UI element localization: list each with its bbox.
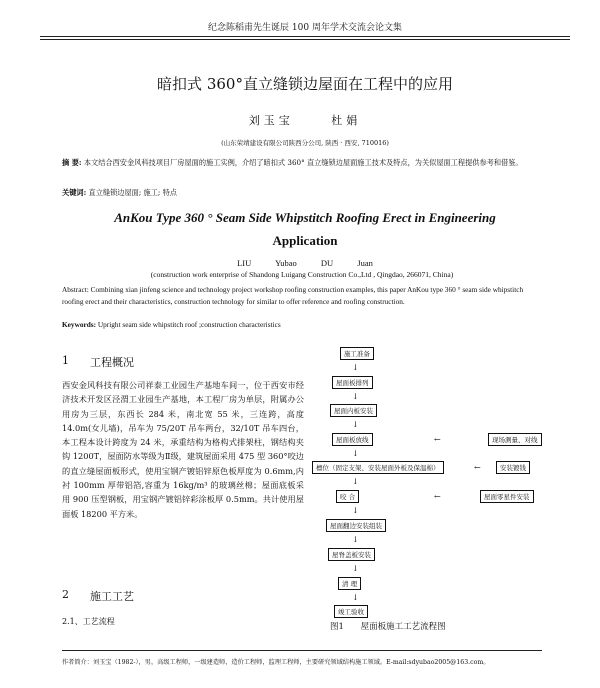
paper-title-en: AnKou Type 360 ° Seam Side Whipstitch Roofing Erect in Engineering xyxy=(114,210,496,225)
keywords-en-label: Keywords: xyxy=(62,320,97,329)
subsection-2-1: 2.1、工艺流程 xyxy=(62,617,115,626)
flow-arrow-left: ← xyxy=(434,492,441,501)
keywords-en xyxy=(62,320,542,329)
flow-step-5: 檩位（固定支架、安装屋面外板及保温棉） xyxy=(312,461,444,474)
keywords-cn xyxy=(62,186,542,199)
flow-step-9: 清 理 xyxy=(338,577,361,590)
author-footnote: 作者简介：刘玉宝（1982-），男，高级工程师，一级建造师，造价工程师，监理工程师，主要研究领域结构施工领域。E-mail:sdyubao2005@163.com。 xyxy=(62,659,490,666)
paper-title-en-line2: Application xyxy=(272,233,338,248)
keywords-cn-label: 关键词: xyxy=(62,188,87,197)
abstract-cn-label: 摘 要: xyxy=(62,158,82,167)
flow-step-1: 施工准备 xyxy=(340,347,374,360)
authors-cn: 刘玉宝 杜娟 xyxy=(248,114,362,127)
abstract-cn xyxy=(62,156,542,169)
affiliation-en: (construction work enterprise of Shandong Luigang Construction Co.,Ltd , Qingdao, 266071, China) xyxy=(150,270,454,279)
flow-step-10: 竣工验收 xyxy=(334,605,368,618)
flow-arrow-down: ↓ xyxy=(352,535,359,544)
abstract-en-text: Combining xian jinfeng science and technology project workshop roofing construction examples, this paper AnKou type 360 ° seam side whipstitch roofing erect and their characteristics, construction technology for similar to offer reference and roofing construction. xyxy=(62,285,524,306)
flow-arrow-down: ↓ xyxy=(352,564,359,573)
abstract-en xyxy=(62,284,542,308)
body-paragraph: 西安金风科技有限公司祥泰工业园生产基地车间一，位于西安市经济技术开发区泾渭工业园生产基地，本工程厂房为单层，附属办公用房为三层，东西长 284 米，南北宽 55 米，三连跨，高度 14.0m(女儿墙)，吊车为 75/20T 吊车两台，32/10T 吊车四台，本工程本设计跨度为 24 米，承重结构为格构式排架柱，钢结构夹钩 1200T，屋面防水等级为Ⅱ级，建筑屋面采用 475 型 360°咬边的直立缝屋面板形式，使用宝钢产镀铝锌原色板厚度为 0.6mm,内衬 100mm 厚带铝箔,容重为 16kg/m³ 的玻璃丝棉；屋面底板采用 900 压型钢板，用宝钢产镀铝锌彩涂板厚 0.5mm。共计使用屋面板 18200 平方米。 xyxy=(62,380,304,519)
flow-arrow-down: ↓ xyxy=(352,449,359,458)
flow-step-7: 屋面翻边安装组装 xyxy=(326,519,386,532)
affiliation-cn: (山东荣靖建设有限公司陕西分公司, 陕西 · 西安, 710016) xyxy=(221,139,389,147)
flow-side-install: 安装镀钱 xyxy=(496,461,530,474)
keywords-cn-text: 直立缝锁边屋面; 施工; 特点 xyxy=(88,188,177,197)
abstract-en-label: Abstract: xyxy=(62,285,89,294)
figure-caption-text: 屋面板施工工艺流程图 xyxy=(360,622,446,632)
flow-arrow-down: ↓ xyxy=(352,392,359,401)
flow-step-6: 咬 合 xyxy=(336,490,359,503)
flow-step-8: 屋脊盖板安装 xyxy=(328,548,375,561)
abstract-cn-text: 本文结合西安金风科技项目厂房屋面的施工实例，介绍了暗扣式 360° 直立缝锁边屋面施工技术及特点，为关似屋面工程提供参考和借鉴。 xyxy=(83,158,523,167)
footnote-rule xyxy=(62,650,542,651)
figure-caption xyxy=(330,620,446,632)
figure-caption-number: 图1 xyxy=(330,622,344,632)
flow-arrow-left: ← xyxy=(474,463,481,472)
section-1-number: 1 xyxy=(62,354,69,367)
flow-side-measure: 现场测量、对线 xyxy=(488,433,542,446)
flow-arrow-down: ↓ xyxy=(352,593,359,602)
section-1-title: 工程概况 xyxy=(90,356,134,369)
flow-side-parts: 屋面零星件安装 xyxy=(480,490,534,503)
flow-arrow-down: ↓ xyxy=(352,506,359,515)
flow-arrow-left: ← xyxy=(434,435,441,444)
flow-step-4: 屋面板放线 xyxy=(332,433,373,446)
authors-en: LIU Yubao DU Juan xyxy=(237,258,373,268)
flow-step-2: 屋面板排列 xyxy=(332,376,373,389)
flow-arrow-down: ↓ xyxy=(352,477,359,486)
running-header: 纪念陈稻甫先生诞辰 100 周年学术交流会论文集 xyxy=(208,23,402,33)
section-2-title: 施工工艺 xyxy=(90,590,134,603)
flow-arrow-down: ↓ xyxy=(352,363,359,372)
paper-title-cn: 暗扣式 360°直立缝锁边屋面在工程中的应用 xyxy=(157,75,453,93)
keywords-en-text: Upright seam side whipstitch roof ;construction characteristics xyxy=(97,320,281,329)
section-2-number: 2 xyxy=(62,588,69,601)
flow-step-3: 屋面内板安装 xyxy=(330,404,377,417)
header-rule xyxy=(40,36,570,37)
flow-arrow-down: ↓ xyxy=(352,420,359,429)
header-rule-thin xyxy=(40,39,570,40)
